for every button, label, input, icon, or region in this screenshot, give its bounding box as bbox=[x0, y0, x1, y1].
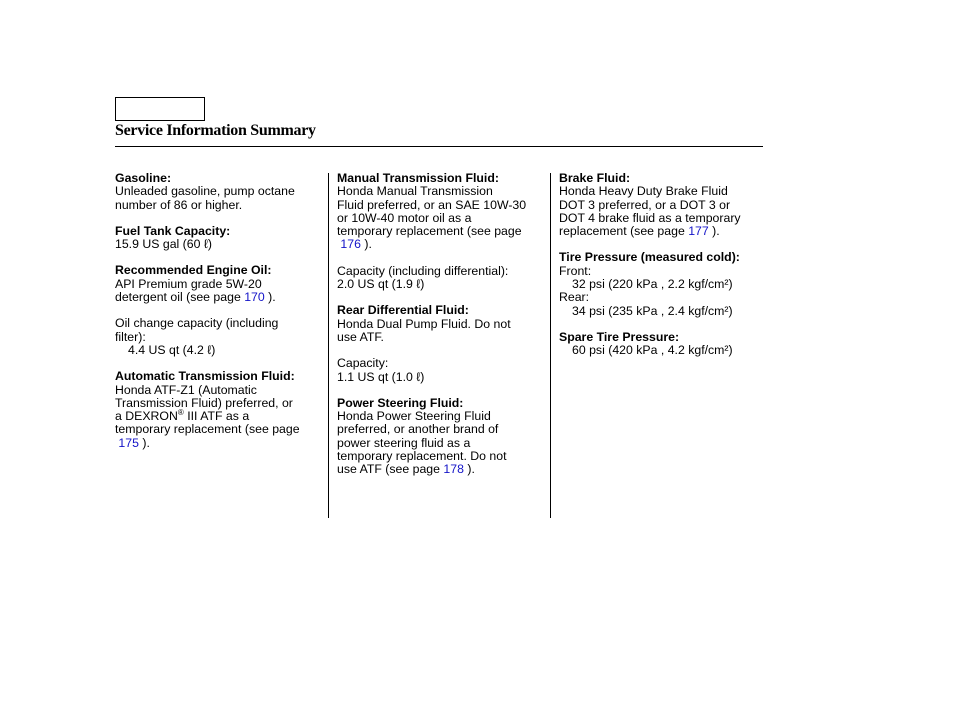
entry-label: Recommended Engine Oil: bbox=[115, 263, 272, 278]
entry-text: use ATF (see page bbox=[337, 462, 444, 477]
entry-text: temporary replacement (see page bbox=[337, 224, 522, 239]
entry-text: DOT 3 preferred, or a DOT 3 or bbox=[559, 197, 731, 212]
entry-text: preferred, or another brand of bbox=[337, 422, 499, 437]
entry-text-with-ref bbox=[559, 225, 765, 238]
entry-label: Manual Transmission Fluid: bbox=[337, 171, 499, 185]
entry-rear-differential-fluid bbox=[337, 304, 543, 344]
entry-ref-line bbox=[337, 238, 543, 251]
column-3 bbox=[559, 172, 765, 371]
entry-text: temporary replacement. Do not bbox=[337, 449, 507, 464]
entry-label: Gasoline: bbox=[115, 171, 172, 185]
entry-text: ). bbox=[360, 237, 372, 252]
entry-text: a DEXRON bbox=[115, 409, 178, 424]
entry-text: 2.0 US qt (1.9 ℓ) bbox=[337, 277, 425, 292]
entry-rear-differential-capacity bbox=[337, 357, 543, 384]
entry-text: filter): bbox=[115, 329, 146, 344]
entry-label: Spare Tire Pressure: bbox=[559, 329, 680, 344]
entry-power-steering-fluid bbox=[337, 397, 543, 477]
entry-text-with-ref bbox=[337, 463, 543, 476]
entry-label: Automatic Transmission Fluid: bbox=[115, 369, 295, 384]
entry-text: DOT 4 brake fluid as a temporary bbox=[559, 210, 741, 225]
entry-text: Honda Manual Transmission bbox=[337, 184, 493, 199]
entry-oil-change-capacity bbox=[115, 317, 321, 357]
title-divider bbox=[115, 146, 763, 147]
entry-text: temporary replacement (see page bbox=[115, 422, 300, 437]
entry-text: ). bbox=[138, 435, 150, 450]
entry-text-with-reg bbox=[115, 410, 321, 423]
page-ref-link[interactable]: 178 bbox=[443, 462, 464, 477]
entry-text: API Premium grade 5W-20 bbox=[115, 276, 262, 291]
entry-label: Power Steering Fluid: bbox=[337, 395, 464, 410]
entry-text: Honda Dual Pump Fluid. Do not bbox=[337, 316, 511, 331]
entry-text: 32 psi (220 kPa , 2.2 kgf/cm²) bbox=[572, 277, 733, 292]
entry-text: Capacity: bbox=[337, 356, 389, 371]
entry-text: Fluid preferred, or an SAE 10W-30 bbox=[337, 197, 527, 212]
registered-mark: ® bbox=[177, 408, 184, 418]
page-ref-link[interactable]: 170 bbox=[244, 290, 265, 305]
entry-text: Honda Power Steering Fluid bbox=[337, 409, 491, 424]
entry-recommended-engine-oil bbox=[115, 264, 321, 304]
entry-text: Transmission Fluid) preferred, or bbox=[115, 395, 293, 410]
entry-text: 4.4 US qt (4.2 ℓ) bbox=[128, 342, 216, 357]
entry-text: 60 psi (420 kPa , 4.2 kgf/cm²) bbox=[572, 343, 733, 358]
entry-text: 1.1 US qt (1.0 ℓ) bbox=[337, 369, 425, 384]
entry-text: Capacity (including differential): bbox=[337, 263, 509, 278]
entry-text: 15.9 US gal (60 ℓ) bbox=[115, 237, 212, 252]
entry-label: Tire Pressure (measured cold): bbox=[559, 250, 740, 265]
column-divider-2 bbox=[550, 173, 551, 518]
entry-text: Unleaded gasoline, pump octane bbox=[115, 184, 295, 199]
entry-label: Rear Differential Fluid: bbox=[337, 303, 469, 318]
entry-label: Fuel Tank Capacity: bbox=[115, 223, 231, 238]
entry-manual-transmission-fluid bbox=[337, 172, 543, 252]
entry-text: Front: bbox=[559, 263, 592, 278]
entry-fuel-tank-capacity bbox=[115, 225, 321, 252]
entry-label: Brake Fluid: bbox=[559, 171, 631, 185]
column-2 bbox=[337, 172, 543, 490]
entry-text: use ATF. bbox=[337, 329, 384, 344]
entry-text: number of 86 or higher. bbox=[115, 197, 243, 212]
column-1 bbox=[115, 172, 321, 463]
page-title: Service Information Summary bbox=[115, 122, 316, 139]
entry-gasoline bbox=[115, 172, 321, 212]
entry-ref-line bbox=[115, 437, 321, 450]
entry-tire-pressure bbox=[559, 251, 765, 317]
page-ref-link[interactable]: 176 bbox=[340, 237, 361, 252]
entry-spare-tire-pressure bbox=[559, 331, 765, 358]
entry-text: ). bbox=[264, 290, 276, 305]
entry-text: replacement (see page bbox=[559, 224, 689, 239]
entry-text: power steering fluid as a bbox=[337, 435, 471, 450]
nav-box[interactable] bbox=[115, 97, 205, 121]
page-ref-link[interactable]: 177 bbox=[688, 224, 709, 239]
entry-text: ). bbox=[708, 224, 720, 239]
entry-automatic-transmission-fluid bbox=[115, 370, 321, 450]
entry-text: ). bbox=[463, 462, 475, 477]
entry-text-with-ref bbox=[115, 291, 321, 304]
entry-brake-fluid bbox=[559, 172, 765, 238]
entry-text: Honda Heavy Duty Brake Fluid bbox=[559, 184, 728, 199]
entry-text: Oil change capacity (including bbox=[115, 316, 279, 331]
entry-manual-capacity bbox=[337, 265, 543, 292]
entry-text: or 10W-40 motor oil as a bbox=[337, 210, 472, 225]
column-divider-1 bbox=[328, 173, 329, 518]
entry-text: Rear: bbox=[559, 290, 590, 305]
entry-text: detergent oil (see page bbox=[115, 290, 245, 305]
page-ref-link[interactable]: 175 bbox=[118, 435, 139, 450]
entry-text: 34 psi (235 kPa , 2.4 kgf/cm²) bbox=[572, 303, 733, 318]
entry-text: Honda ATF-Z1 (Automatic bbox=[115, 382, 257, 397]
entry-text: III ATF as a bbox=[187, 409, 250, 424]
